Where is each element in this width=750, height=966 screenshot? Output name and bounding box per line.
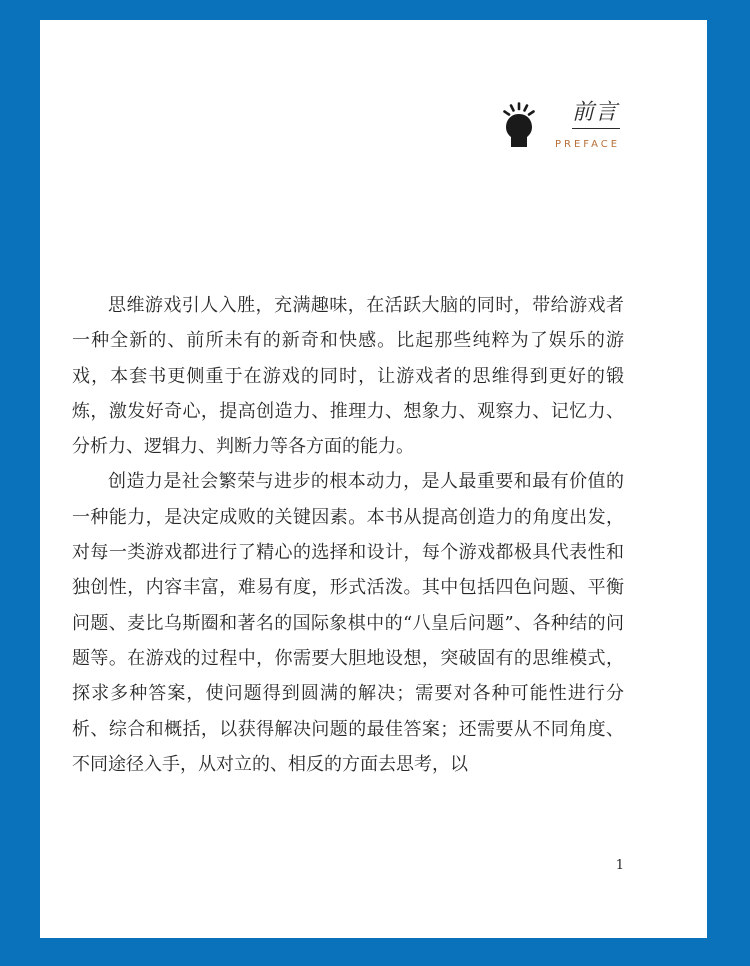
- idea-head-icon: [502, 102, 536, 148]
- paragraph-1: 思维游戏引人入胜，充满趣味，在活跃大脑的同时，带给游戏者一种全新的、前所未有的新奇和快感。比起那些纯粹为了娱乐的游戏，本套书更侧重于在游戏的同时，让游戏者的思维得到更好的锻炼，激发好奇心，提高创造力、推理力、想象力、观察力、记忆力、分析力、逻辑力、判断力等各方面的能力。: [72, 295, 624, 458]
- page-title: 前言: [572, 100, 619, 125]
- title-underline: [572, 128, 620, 129]
- page-subtitle: PREFACE: [555, 139, 621, 150]
- paragraph-2: 创造力是社会繁荣与进步的根本动力，是人最重要和最有价值的一种能力，是决定成败的关键因素。本书从提高创造力的角度出发，对每一类游戏都进行了精心的选择和设计，每个游戏都极具代表性和独创性，内容丰富，难易有度，形式活泼。其中包括四色问题、平衡问题、麦比乌斯圈和著名的国际象棋中的“八皇后问题”、各种结的问题等。在游戏的过程中，你需要大胆地设想，突破固有的思维模式，探求多种答案，使问题得到圆满的解决；需要对各种可能性进行分析、综合和概括，以获得解决问题的最佳答案；还需要从不同角度、不同途径入手，从对立的、相反的方面去思考，以: [72, 471, 624, 775]
- body-text: [72, 288, 624, 782]
- page-number: 1: [615, 858, 624, 873]
- book-page: [40, 20, 707, 938]
